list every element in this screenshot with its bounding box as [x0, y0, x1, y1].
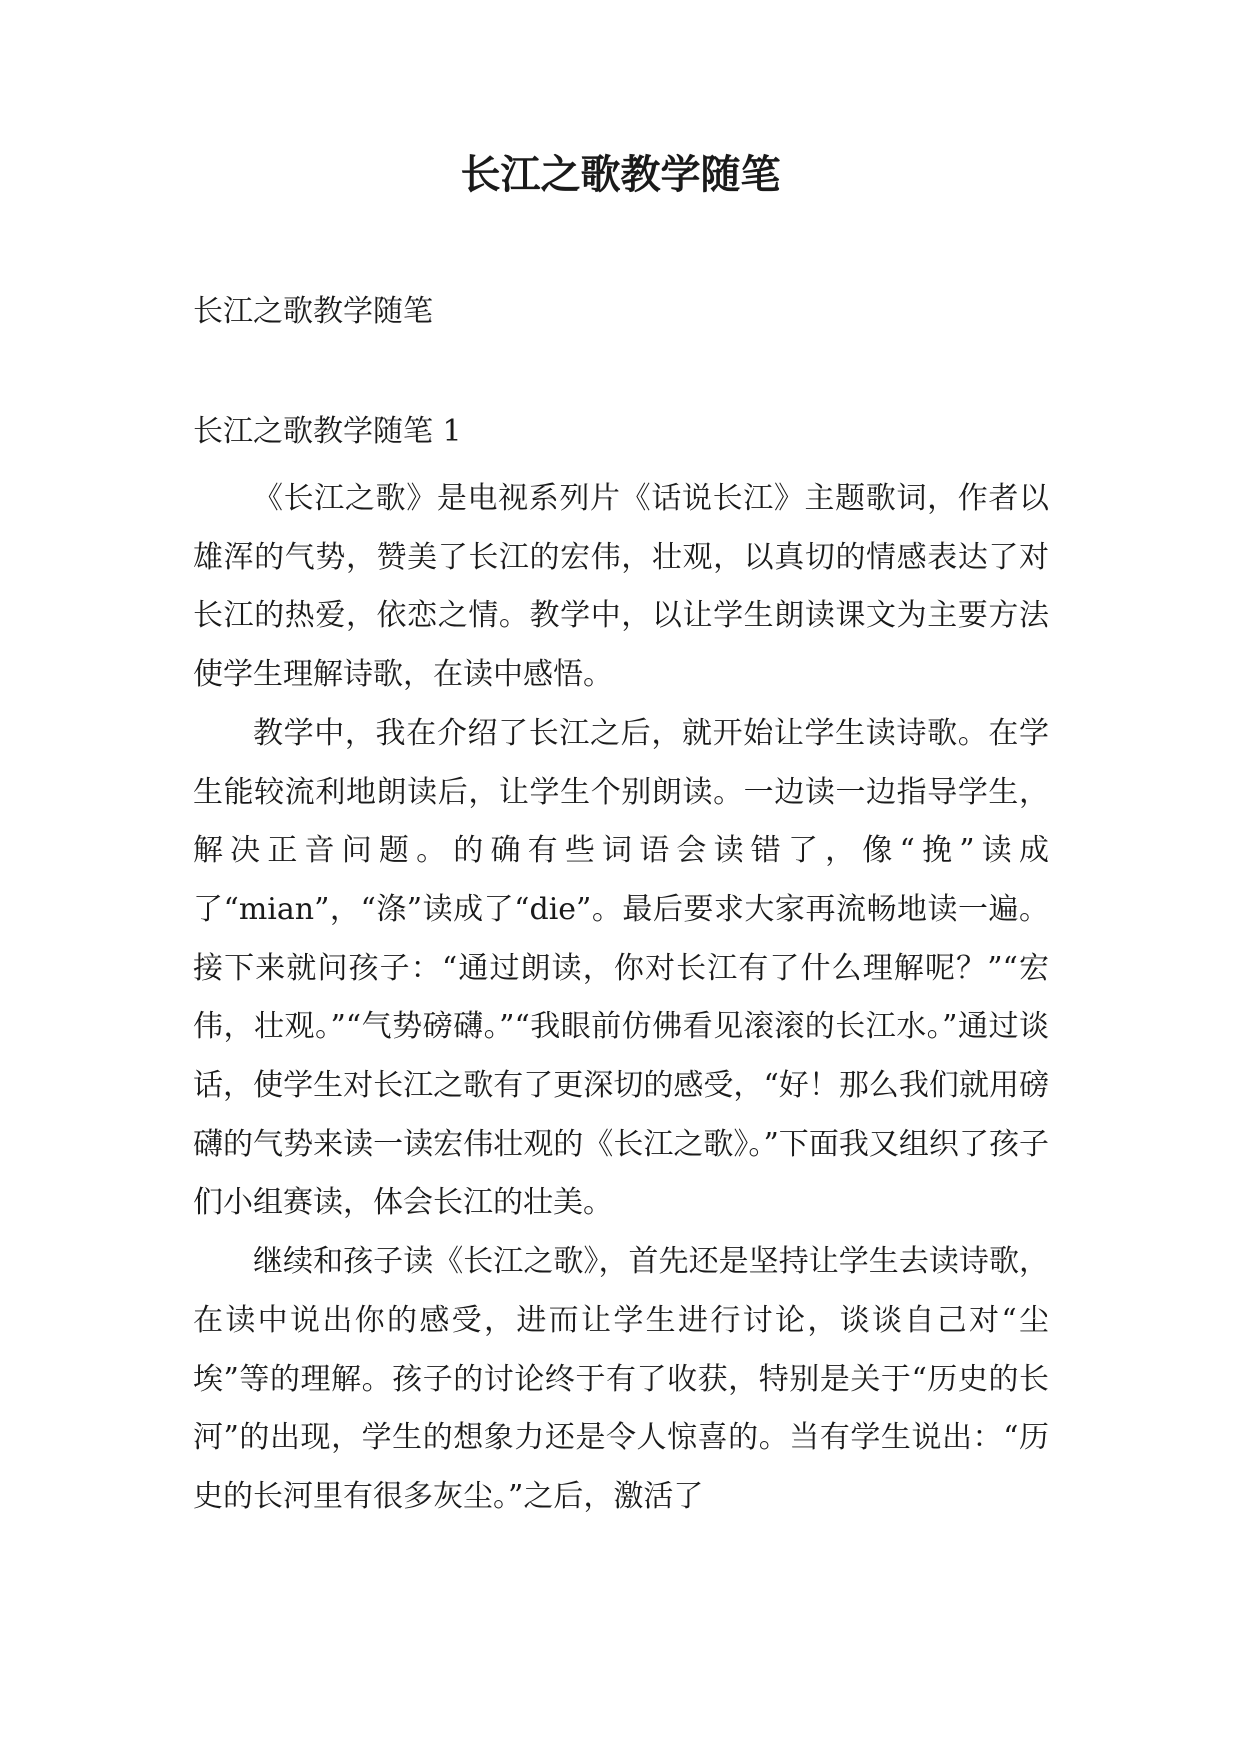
paragraph-3: 继续和孩子读《长江之歌》，首先还是坚持让学生去读诗歌，在读中说出你的感受，进而让学生进行讨论，谈谈自己对“尘埃”等的理解。孩子的讨论终于有了收获，特别是关于“历史的长河”的出现，学生的想象力还是令人惊喜的。当有学生说出：“历史的长河里有很多灰尘。”之后，激活了 [193, 1244, 1049, 1514]
document-title: 长江之歌教学随笔 [460, 151, 781, 198]
paragraph-1: 《长江之歌》是电视系列片《话说长江》主题歌词，作者以雄浑的气势，赞美了长江的宏伟，壮观，以真切的情感表达了对长江的热爱，依恋之情。教学中，以让学生朗读课文为主要方法使学生理解诗歌，在读中感悟。 [193, 481, 1049, 693]
document-subtitle: 长江之歌教学随笔 [193, 294, 433, 329]
paragraph-2: 教学中，我在介绍了长江之后，就开始让学生读诗歌。在学生能较流利地朗读后，让学生个别朗读。一边读一边指导学生，解决正音问题。的确有些词语会读错了，像“挽”读成了“mian”，“涤”读成了“die”。最后要求大家再流畅地读一遍。接下来就问孩子：“通过朗读，你对长江有了什么理解呢？”“宏伟，壮观。”“气势磅礴。”“我眼前仿佛看见滚滚的长江水。”通过谈话，使学生对长江之歌有了更深切的感受，“好！那么我们就用磅礴的气势来读一读宏伟壮观的《长江之歌》。”下面我又组织了孩子们小组赛读，体会长江的壮美。 [193, 715, 1049, 1221]
body-text [193, 470, 1049, 1527]
section-heading: 长江之歌教学随笔 1 [193, 414, 462, 449]
